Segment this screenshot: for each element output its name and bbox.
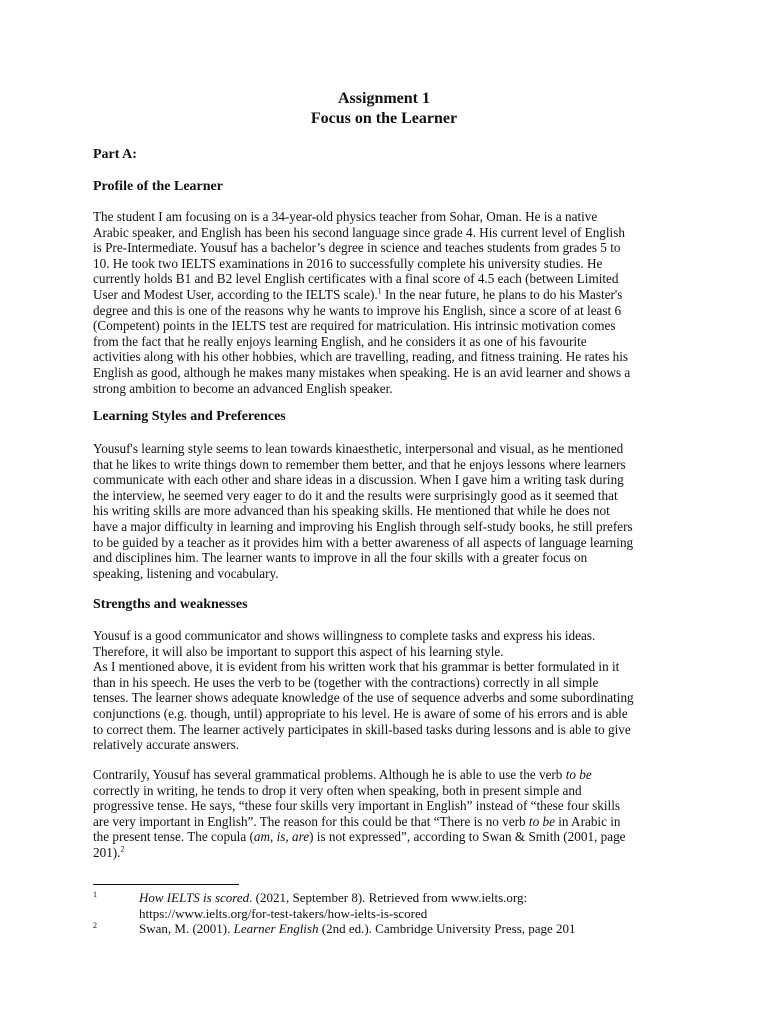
part-a-heading: Part A: bbox=[93, 147, 137, 162]
footnote-text bbox=[139, 921, 576, 937]
text-line: communicate with each other and share ideas in a discussion. When I gave him a writing task during bbox=[93, 472, 624, 488]
text-line: conjunctions (e.g. though, until) appropriate to his level. He is aware of some of his errors and is able bbox=[93, 705, 628, 721]
text-line: As I mentioned above, it is evident from his written work that his grammar is better formulated in it bbox=[93, 659, 620, 675]
text-line: tenses. The learner shows adequate knowledge of the use of sequence adverbs and some subordinating bbox=[93, 690, 634, 706]
italic-term: am, is, are bbox=[253, 829, 310, 845]
text-segment: User and Modest User, according to the IELTS scale). bbox=[93, 286, 378, 302]
text-line: degree and this is one of the reasons why he wants to improve his English, since a score of at least 6 bbox=[93, 302, 622, 318]
footnote-url[interactable]: https://www.ielts.org/for-test-takers/how-ielts-is-scored bbox=[139, 906, 428, 921]
document-subtitle: Focus on the Learner bbox=[310, 110, 458, 127]
footnote-source-title: How IELTS is scored bbox=[139, 890, 250, 905]
footnote-separator bbox=[93, 884, 239, 885]
text-segment: in Arabic in bbox=[554, 813, 621, 829]
text-segment: In the near future, he plans to do his Master's bbox=[381, 286, 623, 302]
text-line: currently holds B1 and B2 level English certificates with a final score of 4.5 each (between Limited bbox=[93, 271, 619, 287]
italic-term: to be bbox=[528, 813, 555, 829]
text-line: to be guided by a teacher as it provides him with a better awareness of all aspects of language learning bbox=[93, 534, 634, 550]
document-title: Assignment 1 bbox=[337, 90, 430, 107]
footnote-text bbox=[139, 890, 527, 906]
text-line bbox=[93, 829, 683, 845]
text-line bbox=[93, 814, 683, 830]
text-segment: Contrarily, Yousuf has several grammatical problems. Although he is able to use the verb bbox=[93, 767, 566, 782]
text-segment: (2nd ed.). Cambridge University Press, page 201 bbox=[318, 921, 576, 936]
text-line: Arabic speaker, and English has been his second language since grade 4. His current level of English bbox=[93, 224, 625, 240]
text-line: progressive tense. He says, “these four skills very important in English” instead of “these four skills bbox=[93, 798, 621, 814]
text-line: his writing skills are more advanced than his speaking skills. He mentioned that while he does not bbox=[93, 503, 610, 519]
learning-styles-heading: Learning Styles and Preferences bbox=[93, 409, 286, 424]
text-segment: 201). bbox=[93, 844, 121, 860]
learning-styles-paragraph bbox=[93, 441, 683, 581]
footnote-mark: 1 bbox=[93, 890, 97, 899]
strengths-heading: Strengths and weaknesses bbox=[93, 597, 248, 612]
text-line: the interview, he seemed very eager to do it and the results were surprisingly good as it seemed that bbox=[93, 487, 618, 503]
text-line: English as good, although he makes many mistakes when speaking. He is an avid learner and shows a bbox=[93, 364, 631, 380]
text-line: (Competent) points in the IELTS test are required for matriculation. His intrinsic motivation comes bbox=[93, 318, 616, 334]
text-line: from the fact that he really enjoys learning English, and he considers it as one of his favourite bbox=[93, 333, 587, 349]
strengths-paragraph bbox=[93, 628, 683, 753]
text-line: that he likes to write things down to remember them better, and that he enjoys lessons where learners bbox=[93, 456, 626, 472]
text-line: 10. He took two IELTS examinations in 2016 to successfully complete his university studies. He bbox=[93, 255, 603, 271]
footnote-ref: 1 bbox=[377, 286, 382, 296]
text-line: is Pre-Intermediate. Yousuf has a bachelor’s degree in science and teaches students from grades 5 to bbox=[93, 240, 621, 256]
text-line bbox=[93, 287, 683, 303]
text-line: and disciplines him. The learner wants to improve in all the four skills with a greater focus on bbox=[93, 550, 588, 566]
footnote-mark: 2 bbox=[93, 921, 97, 930]
text-line: Yousuf is a good communicator and shows willingness to complete tasks and express his ideas. bbox=[93, 628, 596, 643]
text-line: relatively accurate answers. bbox=[93, 737, 240, 753]
text-segment: Swan, M. (2001). bbox=[139, 921, 234, 936]
text-segment: ) is not expressed”, according to Swan & Smith (2001, page bbox=[309, 829, 626, 845]
text-line: speaking, listening and vocabulary. bbox=[93, 565, 279, 581]
text-line: have a major difficulty in learning and improving his English through self-study books, he still prefers bbox=[93, 518, 633, 534]
text-line bbox=[93, 767, 683, 783]
italic-term: to be bbox=[565, 767, 592, 782]
profile-heading: Profile of the Learner bbox=[93, 179, 223, 194]
text-line: Therefore, it will also be important to support this aspect of his learning style. bbox=[93, 643, 504, 659]
text-line: correctly in writing, he tends to drop it very often when speaking, both in present simple and bbox=[93, 782, 582, 798]
text-line bbox=[93, 845, 683, 861]
text-line: to correct them. The learner actively participates in skill-based tasks during lessons and is able to give bbox=[93, 721, 631, 737]
text-line: than in his speech. He uses the verb to be (together with the contractions) correctly in all simple bbox=[93, 674, 599, 690]
text-line: activities along with his other hobbies, which are travelling, reading, and fitness training. He rates his bbox=[93, 349, 629, 365]
text-line: strong ambition to become an advanced English speaker. bbox=[93, 380, 393, 396]
profile-paragraph bbox=[93, 209, 683, 396]
footnote-source-title: Learner English bbox=[233, 921, 319, 936]
text-line: Yousuf's learning style seems to lean towards kinaesthetic, interpersonal and visual, as he mentioned bbox=[93, 441, 624, 456]
text-line: The student I am focusing on is a 34-year-old physics teacher from Sohar, Oman. He is a native bbox=[93, 209, 598, 224]
footnote-ref: 2 bbox=[120, 844, 125, 854]
text-segment: the present tense. The copula ( bbox=[93, 829, 254, 845]
text-segment: . (2021, September 8). Retrieved from www.ielts.org: bbox=[249, 890, 528, 905]
contrarily-paragraph bbox=[93, 767, 683, 861]
text-segment: are very important in English”. The reason for this could be that “There is no verb bbox=[93, 813, 529, 829]
